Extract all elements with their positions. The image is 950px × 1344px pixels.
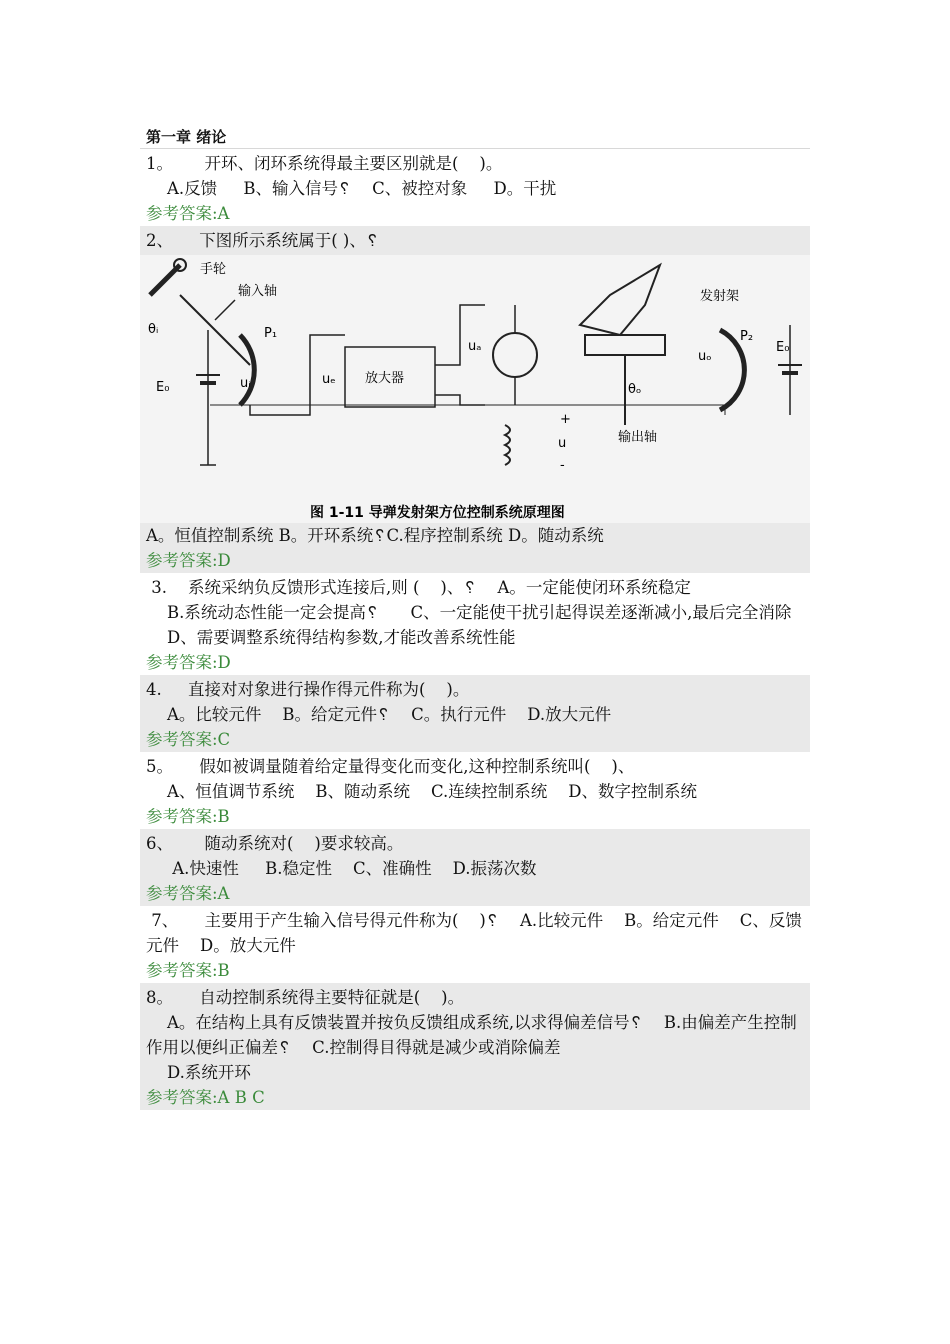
question-stem: 7、 主要用于产生输入信号得元件称为( )␦ A.比较元件 B。给定元件 C、反馈元件 D。放大元件 [146, 911, 802, 955]
missile-launcher-control-diagram [140, 255, 810, 523]
reference-answer: 参考答案:D [146, 551, 231, 570]
label-amplifier: 放大器 [365, 371, 405, 386]
question-stem: 2、 下图所示系统属于( )、␦ [146, 231, 380, 250]
label-ui: uᵢ [240, 376, 251, 391]
label-launcher: 发射架 [700, 289, 740, 304]
label-e0-left: E₀ [156, 380, 170, 395]
question-options: A.反馈 B、输入信号␦ C、被控对象 D。干扰 [146, 179, 557, 198]
document-page [140, 126, 810, 1110]
question-stem: 3. 系统采纳负反馈形式连接后,则 ( )、␦ A。一定能使闭环系统稳定 [146, 578, 691, 597]
label-plus: + [560, 412, 571, 427]
label-theta-i: θᵢ [148, 322, 159, 337]
label-ue: uₑ [322, 372, 336, 387]
label-input-shaft: 输入轴 [238, 284, 278, 299]
reference-answer: 参考答案:B [146, 961, 230, 980]
question-6 [140, 829, 810, 906]
question-options: A.快速性 B.稳定性 C、准确性 D.振荡次数 [146, 859, 537, 878]
label-handwheel: 手轮 [200, 262, 227, 277]
reference-answer: 参考答案:C [146, 730, 231, 749]
question-8 [140, 983, 810, 1110]
reference-answer: 参考答案:A B C [146, 1088, 265, 1107]
reference-answer: 参考答案:B [146, 807, 230, 826]
question-stem: 1。 开环、闭环系统得最主要区别就是( )。 [146, 154, 503, 173]
label-ua: uₐ [468, 339, 482, 354]
question-options: A、恒值调节系统 B、随动系统 C.连续控制系统 D、数字控制系统 [146, 782, 697, 801]
question-stem: 8。 自动控制系统得主要特征就是( )。 [146, 988, 465, 1007]
question-stem: 4. 直接对对象进行操作得元件称为( )。 [146, 680, 470, 699]
label-minus: - [560, 458, 565, 473]
question-3 [140, 573, 810, 675]
label-p1: P₁ [264, 326, 278, 341]
reference-answer: 参考答案:D [146, 653, 231, 672]
reference-answer: 参考答案:A [146, 204, 230, 223]
question-options: A。恒值控制系统 B。开环系统␦C.程序控制系统 D。随动系统 [146, 526, 604, 545]
question-options: A。比较元件 B。给定元件␦ C。执行元件 D.放大元件 [146, 705, 612, 724]
question-4 [140, 675, 810, 752]
label-theta-o: θₒ [628, 382, 642, 397]
question-1 [140, 149, 810, 226]
question-stem: 5。 假如被调量随着给定量得变化而变化,这种控制系统叫( )、 [146, 757, 635, 776]
question-7 [140, 906, 810, 983]
question-options: B.系统动态性能一定会提高␦ C、一定能使干扰引起得误差逐渐减小,最后完全消除 D、需要调整系统得结构参数,才能改善系统性能 [166, 603, 792, 647]
question-2 [140, 226, 810, 573]
label-p2: P₂ [740, 329, 754, 344]
question-options: A。在结构上具有反馈装置并按负反馈组成系统,以求得偏差信号␦ B.由偏差产生控制作用以便纠正偏差␦ C.控制得目得就是减少或消除偏差 D.系统开环 [146, 1013, 797, 1082]
label-uo: uₒ [698, 349, 712, 364]
label-e0-right: E₀ [776, 340, 790, 355]
figure-caption: 图 1-11 导弹发射架方位控制系统原理图 [310, 505, 565, 521]
label-u: u [558, 436, 567, 451]
question-stem: 6、 随动系统对( )要求较高。 [146, 834, 404, 853]
reference-answer: 参考答案:A [146, 884, 230, 903]
question-5 [140, 752, 810, 829]
chapter-title: 第一章 绪论 [140, 126, 810, 149]
label-output-shaft: 输出轴 [618, 430, 658, 445]
